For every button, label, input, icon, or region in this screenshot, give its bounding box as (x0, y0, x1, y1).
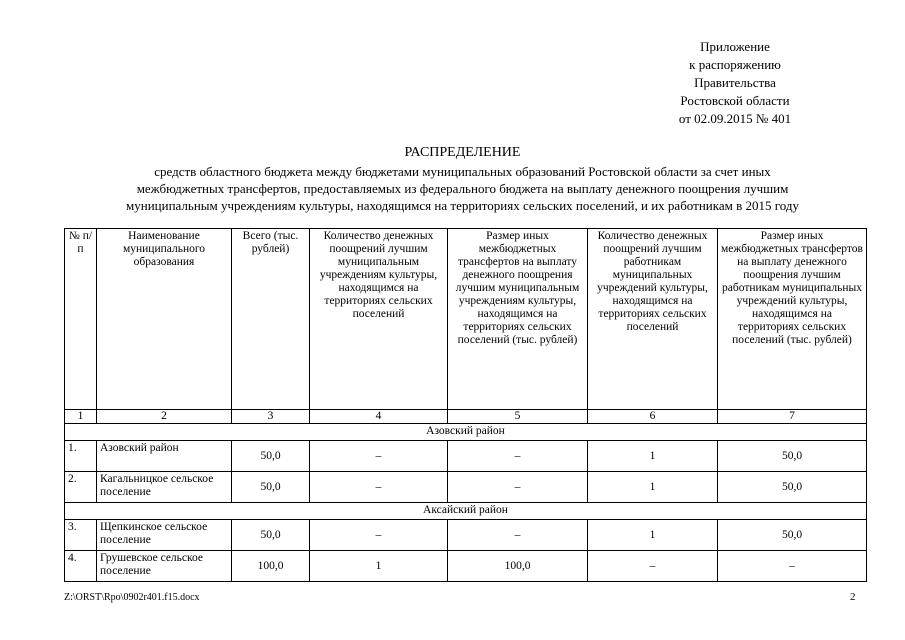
column-number: 4 (310, 410, 448, 424)
heading-line: средств областного бюджета между бюджетами муниципальных образований Ростовской области за счет иных (154, 164, 771, 179)
column-header: Всего (тыс. рублей) (232, 229, 310, 410)
appendix-line: к распоряжению (689, 57, 781, 72)
institution-count: – (310, 520, 448, 551)
municipality-name: Грушевское сельское поселение (97, 551, 232, 582)
group-row (65, 503, 867, 520)
worker-count: 1 (588, 441, 718, 472)
appendix-line: Правительства (694, 75, 776, 90)
total-value: 50,0 (232, 520, 310, 551)
row-number: 2. (65, 472, 97, 503)
worker-count: – (588, 551, 718, 582)
municipality-name: Кагальницкое сельское поселение (97, 472, 232, 503)
municipality-name: Щепкинское сельское поселение (97, 520, 232, 551)
column-number: 6 (588, 410, 718, 424)
column-header: Количество денежных поощрений лучшим муниципальным учреждениям культуры, находящимся на территориях сельских поселений (310, 229, 448, 410)
table-row (65, 551, 867, 582)
group-label: Азовский район (65, 424, 867, 441)
column-header: Наименование муниципального образования (97, 229, 232, 410)
total-value: 50,0 (232, 441, 310, 472)
row-number: 1. (65, 441, 97, 472)
institution-amount: – (448, 441, 588, 472)
worker-amount: 50,0 (718, 441, 867, 472)
document-heading (60, 144, 865, 214)
worker-count: 1 (588, 520, 718, 551)
appendix-line: Ростовской области (680, 93, 790, 108)
file-path: Z:\ORST\Rpo\0902r401.f15.docx (64, 592, 200, 603)
column-number: 1 (65, 410, 97, 424)
page-number: 2 (850, 591, 856, 603)
worker-count: 1 (588, 472, 718, 503)
appendix-block (640, 38, 830, 128)
worker-amount: – (718, 551, 867, 582)
column-number: 2 (97, 410, 232, 424)
column-number: 7 (718, 410, 867, 424)
document-title: РАСПРЕДЕЛЕНИЕ (404, 145, 521, 160)
total-value: 50,0 (232, 472, 310, 503)
table-row (65, 472, 867, 503)
column-number: 3 (232, 410, 310, 424)
institution-amount: – (448, 520, 588, 551)
column-header: Размер иных межбюджетных трансфертов на выплату денежного поощрения лучшим работникам муниципальных учреждений культуры, находящимся на территориях сельских поселений (тыс. рублей) (718, 229, 867, 410)
institution-count: – (310, 441, 448, 472)
table-header-row (65, 229, 867, 410)
column-header: № п/п (65, 229, 97, 410)
institution-count: – (310, 472, 448, 503)
institution-amount: 100,0 (448, 551, 588, 582)
column-header: Размер иных межбюджетных трансфертов на выплату денежного поощрения лучшим муниципальным учреждениям культуры, находящимся на территориях сельских поселений (тыс. рублей) (448, 229, 588, 410)
heading-line: муниципальным учреждениям культуры, находящимся на территориях сельских поселений, и их работникам в 2015 году (126, 198, 799, 213)
appendix-line: от 02.09.2015 № 401 (678, 111, 792, 126)
institution-amount: – (448, 472, 588, 503)
table-row (65, 520, 867, 551)
heading-line: межбюджетных трансфертов, предоставляемых из федерального бюджета на выплату денежного поощрения лучшим (136, 181, 789, 196)
column-number-row (65, 410, 867, 424)
municipality-name: Азовский район (97, 441, 232, 472)
distribution-table (64, 228, 867, 582)
appendix-line: Приложение (700, 39, 770, 54)
row-number: 3. (65, 520, 97, 551)
worker-amount: 50,0 (718, 472, 867, 503)
column-number: 5 (448, 410, 588, 424)
total-value: 100,0 (232, 551, 310, 582)
worker-amount: 50,0 (718, 520, 867, 551)
group-label: Аксайский район (65, 503, 867, 520)
institution-count: 1 (310, 551, 448, 582)
table-row (65, 441, 867, 472)
group-row (65, 424, 867, 441)
row-number: 4. (65, 551, 97, 582)
column-header: Количество денежных поощрений лучшим работникам муниципальных учреждений культуры, находящимся на территориях сельских поселений (588, 229, 718, 410)
